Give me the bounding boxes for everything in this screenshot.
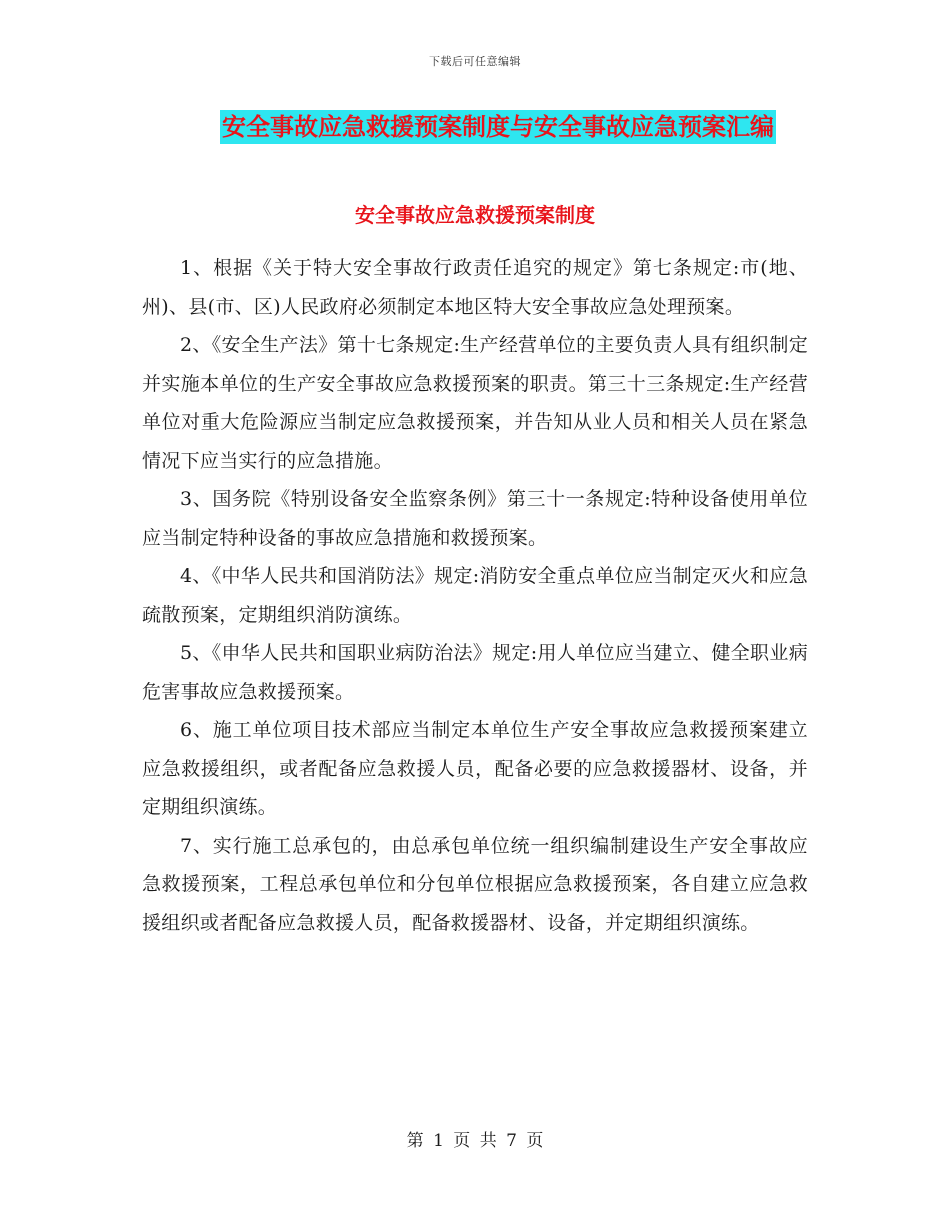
document-body xyxy=(142,249,808,942)
paragraph-3: 3、国务院《特别设备安全监察条例》第三十一条规定:特种设备使用单位应当制定特种设备的事故应急措施和救援预案。 xyxy=(142,488,808,549)
paragraph-6: 6、施工单位项目技术部应当制定本单位生产安全事故应急救援预案建立应急救援组织，或者配备应急救援人员，配备必要的应急救援器材、设备，并定期组织演练。 xyxy=(142,719,808,818)
paragraph-4: 4、《中华人民共和国消防法》规定:消防安全重点单位应当制定灭火和应急疏散预案，定期组织消防演练。 xyxy=(142,565,808,626)
paragraph-1: 1、根据《关于特大安全事故行政责任追究的规定》第七条规定:市(地、州)、县(市、区)人民政府必须制定本地区特大安全事故应急处理预案。 xyxy=(142,257,808,318)
paragraph-2: 2、《安全生产法》第十七条规定:生产经营单位的主要负责人具有组织制定并实施本单位的生产安全事故应急救援预案的职责。第三十三条规定:生产经营单位对重大危险源应当制定应急救援预案，并告知从业人员和相关人员在紧急情况下应当实行的应急措施。 xyxy=(142,334,808,472)
title-container xyxy=(0,110,950,144)
section-title: 安全事故应急救援预案制度 xyxy=(355,203,595,227)
paragraph-5: 5、《申华人民共和国职业病防治法》规定:用人单位应当建立、健全职业病危害事故应急救援预案。 xyxy=(142,642,808,703)
document-title: 安全事故应急救援预案制度与安全事故应急预案汇编 xyxy=(220,110,776,144)
paragraph-7: 7、实行施工总承包的，由总承包单位统一组织编制建设生产安全事故应急救援预案，工程总承包单位和分包单位根据应急救援预案，各自建立应急救援组织或者配备应急救援人员，配备救援器材、设备，并定期组织演练。 xyxy=(142,834,808,934)
page-header-note: 下载后可任意编辑 xyxy=(429,55,521,68)
page-number: 第 1 页 共 7 页 xyxy=(406,1131,544,1151)
